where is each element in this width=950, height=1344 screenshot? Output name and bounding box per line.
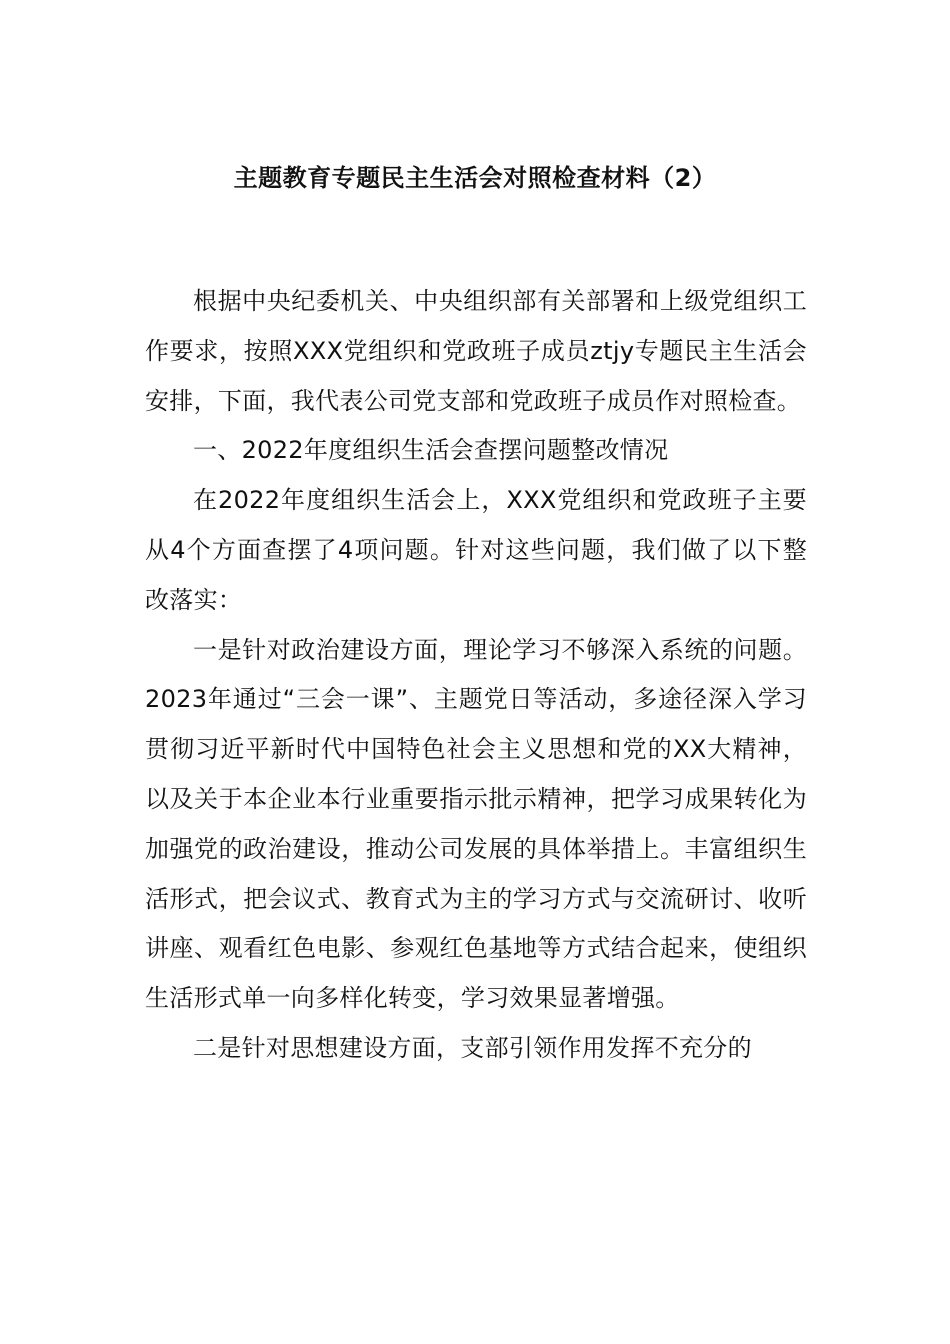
document-body — [145, 277, 807, 1074]
paragraph-overview: 在2022年度组织生活会上，XXX党组织和党政班子主要从4个方面查摆了4项问题。针对这些问题，我们做了以下整改落实： — [145, 486, 807, 614]
section-heading-1: 一、2022年度组织生活会查摆问题整改情况 — [193, 436, 669, 465]
paragraph-item-1: 一是针对政治建设方面，理论学习不够深入系统的问题。2023年通过“三会一课”、主题党日等活动，多途径深入学习贯彻习近平新时代中国特色社会主义思想和党的XX大精神，以及关于本企业本行业重要指示批示精神，把学习成果转化为加强党的政治建设，推动公司发展的具体举措上。丰富组织生活形式，把会议式、教育式为主的学习方式与交流研讨、收听讲座、观看红色电影、参观红色基地等方式结合起来，使组织生活形式单一向多样化转变，学习效果显著增强。 — [145, 635, 807, 1013]
paragraph-intro: 根据中央纪委机关、中央组织部有关部署和上级党组织工作要求，按照XXX党组织和党政班子成员ztjy专题民主生活会安排，下面，我代表公司党支部和党政班子成员作对照检查。 — [145, 287, 807, 415]
document-title: 主题教育专题民主生活会对照检查材料（2） — [233, 164, 717, 192]
paragraph-item-2: 二是针对思想建设方面，支部引领作用发挥不充分的 — [193, 1033, 752, 1062]
